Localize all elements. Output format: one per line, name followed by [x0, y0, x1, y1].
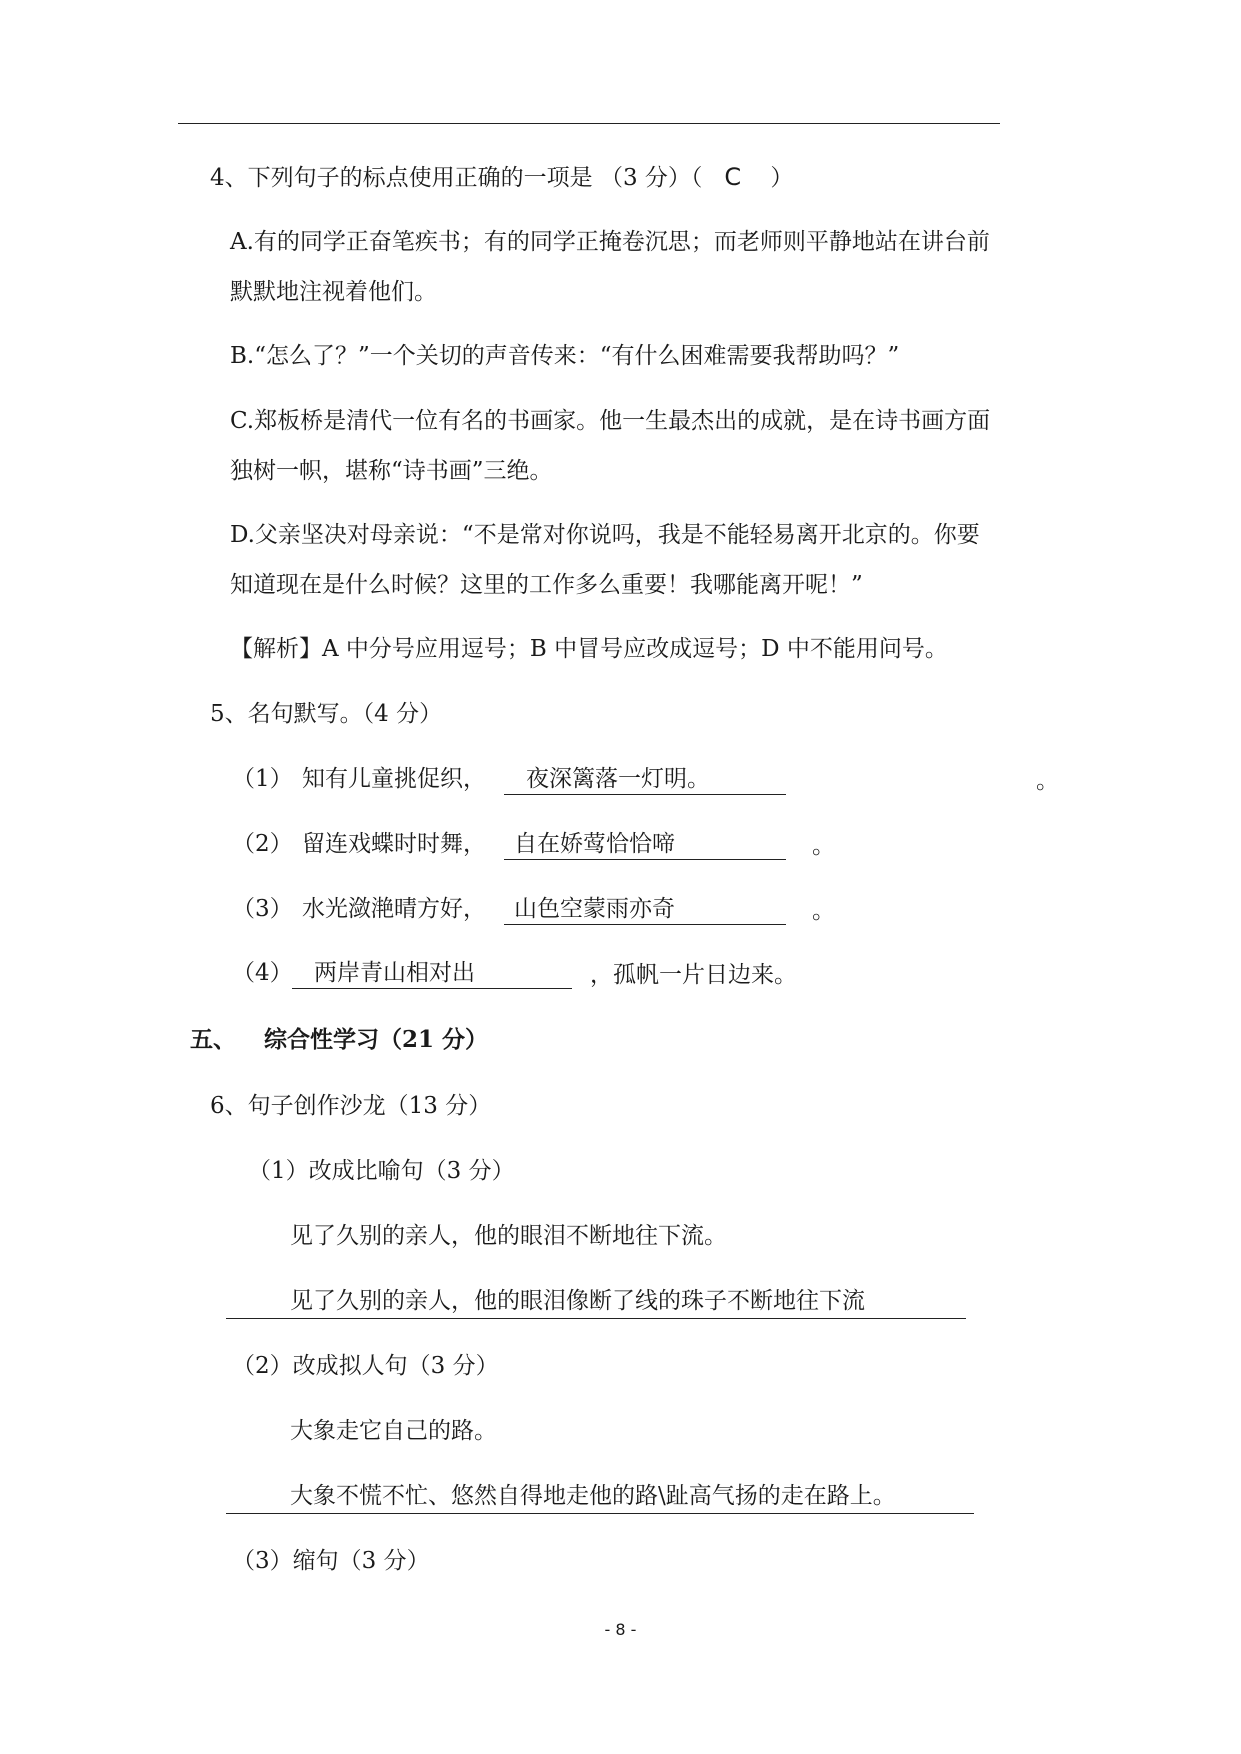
q6-part1-answer-underline [226, 1318, 966, 1319]
q6-part1-answer: 见了久别的亲人，他的眼泪像断了线的珠子不断地往下流 [290, 1288, 865, 1314]
q4-answer: C [724, 163, 742, 191]
q5-line3-text: 水光潋滟晴方好， [302, 896, 486, 922]
q6-part2-answer: 大象不慌不忙、悠然自得地走他的路\趾高气扬的走在路上。 [290, 1483, 896, 1509]
q6-part3-title: （3）缩句（3 分） [232, 1548, 430, 1574]
q6-part2-original: 大象走它自己的路。 [290, 1418, 497, 1444]
q6-part1-original: 见了久别的亲人，他的眼泪不断地往下流。 [290, 1223, 727, 1249]
q4-option-c-line1: C.郑板桥是清代一位有名的书画家。他一生最杰出的成就，是在诗书画方面 [230, 408, 991, 434]
q5-line4-num: （4） [232, 960, 293, 986]
q5-line3-num: （3） [232, 896, 293, 922]
q5-line2-text: 留连戏蝶时时舞， [302, 831, 486, 857]
section5-title: 综合性学习（21 分） [264, 1026, 489, 1053]
q4-stem-text: 4、下列句子的标点使用正确的一项是 （3 分）（ [210, 165, 703, 191]
q5-line2-num: （2） [232, 831, 293, 857]
q5-line1-num: （1） [232, 766, 293, 792]
q5-line4-answer: 两岸青山相对出 [292, 958, 572, 989]
q5-line3-end: 。 [812, 898, 835, 924]
q5-stem: 5、名句默写。（4 分） [210, 701, 443, 727]
q4-analysis: 【解析】A 中分号应用逗号；B 中冒号应改成逗号；D 中不能用问号。 [230, 636, 948, 662]
q4-option-b: B.“怎么了？”一个关切的声音传来：“有什么困难需要我帮助吗？” [230, 343, 900, 369]
q5-line4-text: ，孤帆一片日边来。 [590, 962, 797, 988]
q6-stem: 6、句子创作沙龙（13 分） [210, 1093, 492, 1119]
page-number: - 8 - [604, 1620, 637, 1639]
q4-option-d-line2: 知道现在是什么时候？这里的工作多么重要！我哪能离开呢！” [230, 572, 863, 598]
q4-option-c-line2: 独树一帜，堪称“诗书画”三绝。 [230, 458, 553, 484]
q4-option-a-line1: A.有的同学正奋笔疾书；有的同学正掩卷沉思；而老师则平静地站在讲台前 [230, 229, 990, 255]
header-rule [178, 123, 1000, 124]
q6-part2-title: （2）改成拟人句（3 分） [232, 1353, 499, 1379]
q5-line1-answer: 夜深篱落一灯明。 [504, 764, 786, 795]
q5-line1-text: 知有儿童挑促织， [302, 766, 486, 792]
q5-line3-answer: 山色空蒙雨亦奇 [504, 894, 786, 925]
q4-close: ） [770, 165, 794, 191]
q5-line2-answer: 自在娇莺恰恰啼 [504, 829, 786, 860]
section5-num: 五、 [190, 1026, 236, 1053]
q6-part1-title: （1）改成比喻句（3 分） [248, 1158, 515, 1184]
q4-stem [210, 161, 793, 194]
q4-option-d-line1: D.父亲坚决对母亲说：“不是常对你说吗，我是不能轻易离开北京的。你要 [230, 522, 980, 548]
q6-part2-answer-underline [226, 1513, 974, 1514]
q5-line2-end: 。 [812, 833, 835, 859]
q4-option-a-line2: 默默地注视着他们。 [230, 279, 437, 305]
q5-line1-end: 。 [1036, 768, 1059, 794]
